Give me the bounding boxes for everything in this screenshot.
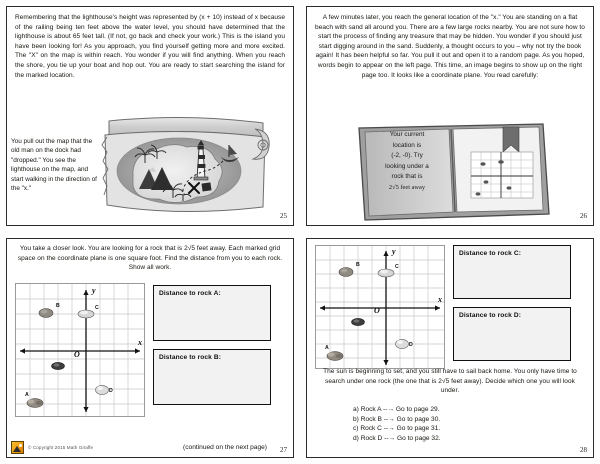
copyright-text: © Copyright 2015 Math Giraffe <box>28 445 94 450</box>
page-number-25: 25 <box>280 212 287 220</box>
rock-label-B: B <box>356 262 360 268</box>
page25-paragraph: Remembering that the lighthouse's height was represented by (x + 10) instead of x because of the railing being ten feet above the water level, you should have determined that the lighthouse is about 65 feet tall. (If not, go back and check your work.) This is the island you have been looking for! As you approach, you find yourself getting more and more excited. The "X" on the map is within reach. You wonder if you will find anything. When you reach the shore, you tie up your boat and hop out. You are ready to start searching the island for the marked location. <box>15 14 285 79</box>
answer-box-rock-b-label: Distance to rock B: <box>159 354 221 361</box>
rock-label-A: A <box>25 392 29 398</box>
continued-note: (continued on the next page) <box>183 444 267 451</box>
map-svg <box>95 111 277 226</box>
treasure-map-illustration <box>95 111 277 226</box>
panel-page-26 <box>306 6 594 226</box>
rock-B-marker <box>39 309 53 318</box>
y-axis-label: y <box>92 286 96 295</box>
choice-d[interactable]: d) Rock D --→ Go to page 32. <box>353 434 441 442</box>
answer-box-rock-b[interactable] <box>153 349 271 405</box>
magic-book-illustration <box>353 122 553 222</box>
book-line-1: Your current <box>389 131 425 138</box>
coordinate-plane-ab <box>15 283 145 417</box>
panel-page-25 <box>6 6 294 226</box>
page28-closing-paragraph: The sun is beginning to set, and you still have to sail back home. You only have time to search under one rock (the one that is 2√5 feet away). Decide which one you will look under. <box>323 368 577 395</box>
coordinate-plane-svg-cd <box>316 246 444 368</box>
rock-D-marker <box>96 385 109 394</box>
you-are-here-rock-marker <box>352 318 365 325</box>
page26-paragraph: A few minutes later, you reach the general location of the "x." You are standing on a flat beach with sand all around you. There are a few large rocks nearby. You are not sure how to start the process of finding any treasure that may be hidden. You wonder if you should just start digging around in the sand. Suddenly, a thought occurs to you – why not try the book again! It has been helpful so far. You pull it out and open it to a random page. As you hoped, words begin to appear on the left page. This time, an image begins to show up on the right page too. It looks like a coordinate plane. You read carefully: <box>315 14 585 79</box>
page-number-28: 28 <box>580 446 587 454</box>
footer-copyright <box>11 441 93 454</box>
answer-box-rock-a[interactable] <box>153 285 271 341</box>
rock-B-marker <box>339 268 353 277</box>
choice-b[interactable]: b) Rock B --→ Go to page 30. <box>353 415 441 423</box>
choice-a[interactable]: a) Rock A --→ Go to page 29. <box>353 406 440 413</box>
rock-C-marker <box>78 310 94 318</box>
origin-label: O <box>74 350 80 359</box>
panel-page-27 <box>6 238 294 458</box>
rock-A-marker <box>27 399 43 408</box>
page25-caption: You pull out the map that the old man on the dock had "dropped." You see the lighthouse on the map, and start walking in the direction of the "x." <box>11 138 97 193</box>
rock-D-marker <box>396 339 409 348</box>
rock-label-D: D <box>409 342 413 348</box>
rock-label-D: D <box>109 388 113 394</box>
rock-label-C: C <box>95 305 99 311</box>
book-line-5: rock that is <box>391 173 423 181</box>
page-number-27: 27 <box>280 446 287 454</box>
answer-box-rock-d-label: Distance to rock D: <box>459 312 521 319</box>
panel-page-28 <box>306 238 594 458</box>
book-mini-grid <box>471 152 533 198</box>
y-axis-label: y <box>392 247 396 256</box>
origin-label: O <box>374 306 380 315</box>
rock-A-marker <box>327 352 343 361</box>
you-are-here-rock-marker <box>52 362 65 369</box>
answer-box-rock-c[interactable] <box>453 245 571 299</box>
rock-label-A: A <box>325 345 329 351</box>
book-text-block <box>369 130 445 194</box>
math-giraffe-logo-icon <box>11 441 24 454</box>
rock-C-marker <box>378 269 394 277</box>
choice-list <box>307 405 593 443</box>
page27-paragraph: You take a closer look. You are looking for a rock that is 2√5 feet away. Each marked grid space on the coordinate plane is one square foot. Find the distance from you to each rock. Show all work. <box>17 245 283 272</box>
book-line-6: 2√5 feet away <box>388 183 426 191</box>
coordinate-plane-svg-ab <box>16 284 144 416</box>
x-axis-label: x <box>438 295 442 304</box>
page-number-26: 26 <box>580 212 587 220</box>
page25-map-block <box>7 111 293 226</box>
x-axis-label: x <box>138 338 142 347</box>
coordinate-plane-cd <box>315 245 445 369</box>
book-line-3: (-2, -0). Try <box>391 152 423 160</box>
rock-label-B: B <box>56 303 60 309</box>
answer-box-rock-d[interactable] <box>453 307 571 361</box>
book-line-4: looking under a <box>385 162 429 170</box>
rock-label-C: C <box>395 264 399 270</box>
choice-c[interactable]: c) Rock C --→ Go to page 31. <box>353 425 441 433</box>
answer-box-rock-c-label: Distance to rock C: <box>459 250 521 257</box>
book-line-2: location is <box>392 141 422 149</box>
answer-box-rock-a-label: Distance to rock A: <box>159 290 221 297</box>
